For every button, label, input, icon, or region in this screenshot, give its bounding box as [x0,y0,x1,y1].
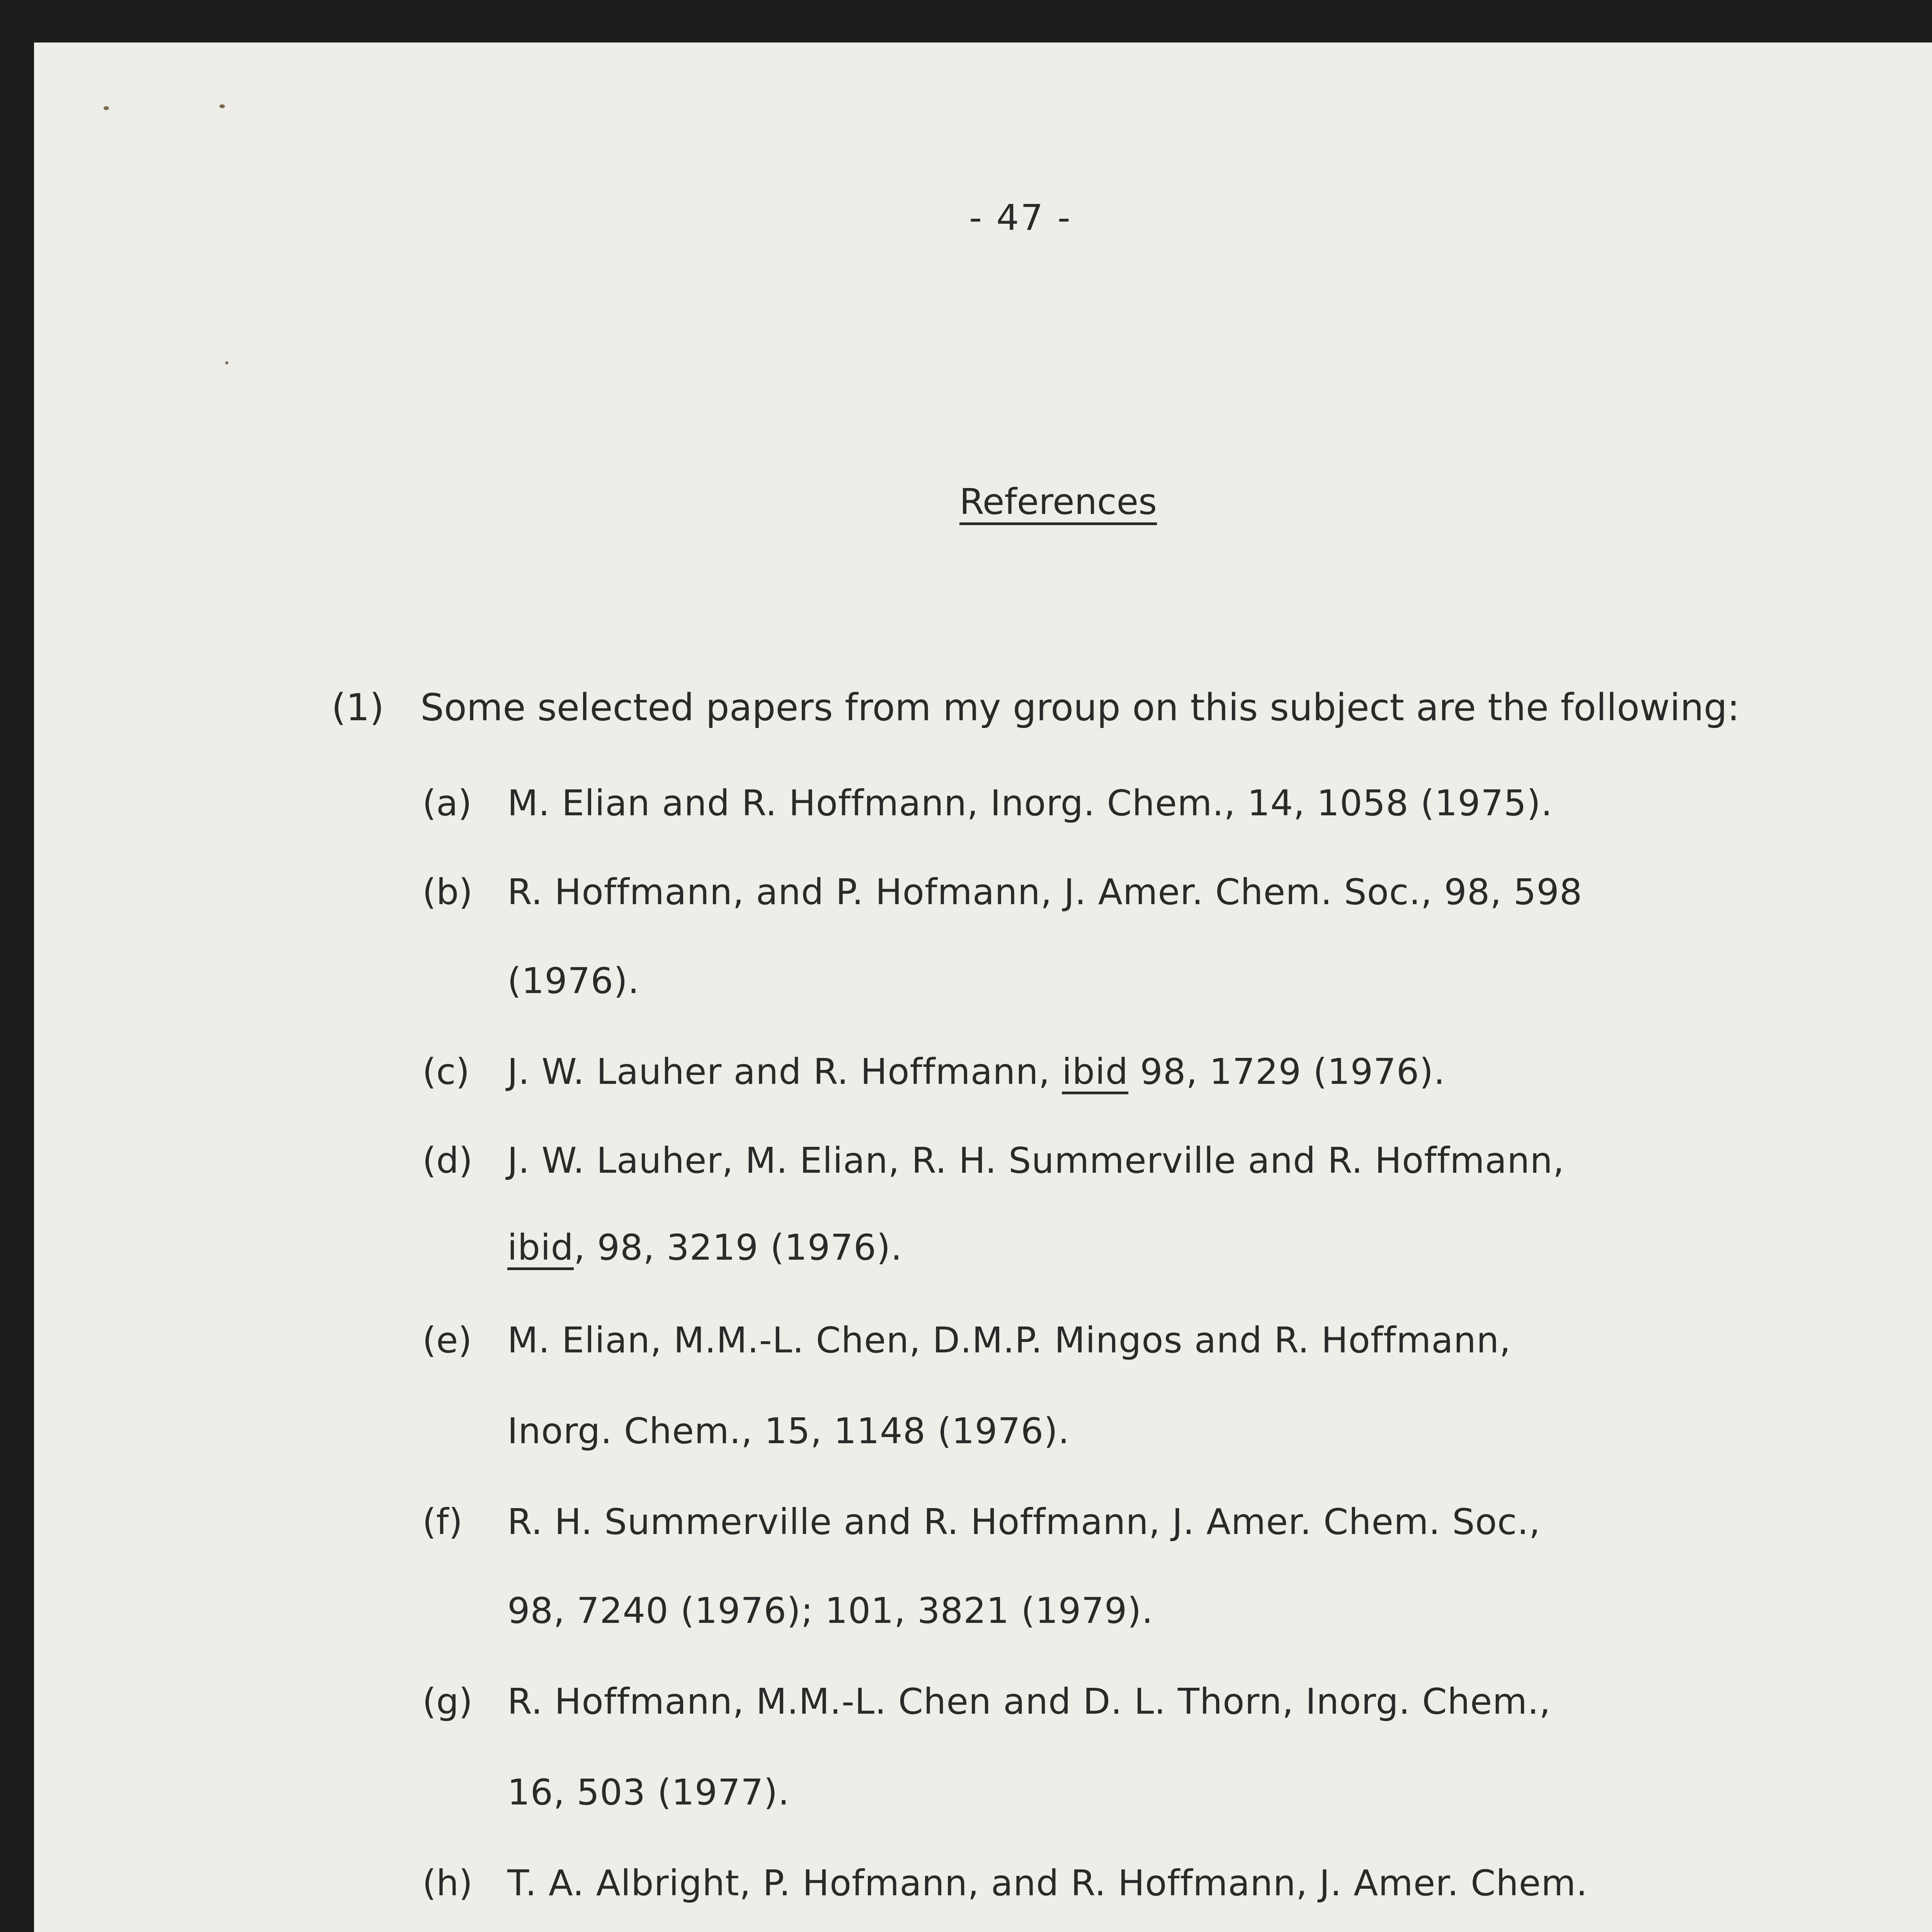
paper-speck [225,361,228,364]
reference-intro: Some selected papers from my group on this subject are the following: [420,686,1740,729]
entry-b-line-continued: (1976). [507,960,640,1002]
entry-d-line-continued [507,1227,903,1268]
entry-marker-b: (b) [422,871,473,913]
entry-b-line: R. Hoffmann, and P. Hofmann, J. Amer. Chem. Soc., 98, 598 [507,871,1583,913]
paper-sheet [34,43,1932,1932]
entry-e-line-continued: Inorg. Chem., 15, 1148 (1976). [507,1410,1070,1452]
reference-marker: (1) [332,686,384,729]
entry-marker-c: (c) [422,1051,470,1092]
entry-marker-h: (h) [422,1862,473,1904]
entry-marker-a: (a) [422,782,472,824]
entry-h-line: T. A. Albright, P. Hofmann, and R. Hoffmann, J. Amer. Chem. [507,1862,1588,1904]
paper-speck [104,106,109,110]
entry-c-authors: J. W. Lauher and R. Hoffmann, [507,1051,1062,1092]
entry-c-ibid: ibid [1062,1051,1129,1092]
entry-a-line: M. Elian and R. Hoffmann, Inorg. Chem., 14, 1058 (1975). [507,782,1553,824]
entry-g-line-continued: 16, 503 (1977). [507,1772,790,1813]
entry-c-citation: 98, 1729 (1976). [1128,1051,1446,1092]
entry-marker-f: (f) [422,1501,463,1543]
entry-marker-g: (g) [422,1681,473,1722]
entry-d-ibid: ibid [507,1227,574,1268]
entry-e-line: M. Elian, M.M.-L. Chen, D.M.P. Mingos and R. Hoffmann, [507,1320,1511,1361]
entry-d-citation: , 98, 3219 (1976). [573,1227,903,1268]
entry-d-line: J. W. Lauher, M. Elian, R. H. Summerville and R. Hoffmann, [507,1140,1565,1181]
references-title: References [959,481,1157,522]
entry-g-line: R. Hoffmann, M.M.-L. Chen and D. L. Thorn, Inorg. Chem., [507,1681,1551,1722]
page-number: - 47 - [969,197,1072,238]
entry-c-line [507,1051,1446,1092]
entry-marker-e: (e) [422,1320,472,1361]
paper-speck [219,104,225,108]
entry-f-line-continued: 98, 7240 (1976); 101, 3821 (1979). [507,1590,1153,1631]
entry-marker-d: (d) [422,1140,473,1181]
entry-f-line: R. H. Summerville and R. Hoffmann, J. Amer. Chem. Soc., [507,1501,1541,1543]
